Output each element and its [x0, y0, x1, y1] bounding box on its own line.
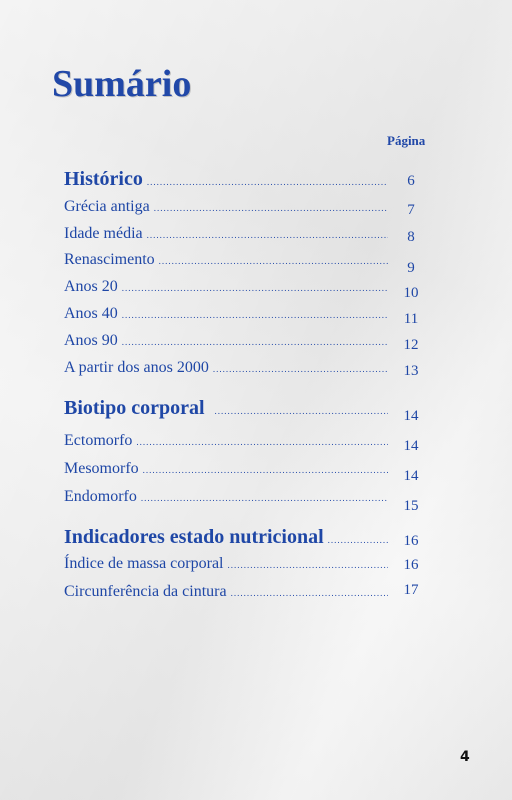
- dot-leader: [122, 283, 388, 293]
- toc-page-number: 6: [407, 173, 415, 189]
- toc-entry-label: Grécia antiga: [64, 198, 150, 215]
- toc-entry-label: Mesomorfo: [64, 460, 139, 477]
- toc-entry-label: Indicadores estado nutricional: [64, 526, 324, 548]
- toc-entry: [64, 555, 388, 573]
- toc-entry-label: A partir dos anos 2000: [64, 359, 209, 376]
- toc-entry-label: Circunferência da cintura: [64, 583, 227, 600]
- toc-page-number: 9: [407, 260, 415, 276]
- toc-page-number: 14: [403, 438, 419, 454]
- toc-section-indicadores: [64, 526, 388, 549]
- toc-page-number: 7: [407, 202, 415, 218]
- dot-leader: [227, 560, 388, 570]
- toc-entry: [64, 332, 388, 350]
- toc-entry: [64, 278, 388, 296]
- toc-entry: [64, 305, 388, 323]
- toc-entry: [64, 488, 388, 506]
- toc-page-number: 11: [403, 311, 419, 327]
- toc-entry-label: Renascimento: [64, 251, 155, 268]
- toc-entry: [64, 198, 388, 216]
- toc-page-number: 8: [407, 229, 415, 245]
- dot-leader: [143, 465, 388, 475]
- toc-entry-label: Anos 20: [64, 278, 118, 295]
- dot-leader: [147, 230, 388, 240]
- toc-entry-label: Anos 40: [64, 305, 118, 322]
- toc-page-number: 14: [403, 408, 419, 424]
- toc-entry-label: Índice de massa corporal: [64, 555, 224, 572]
- toc-entry: [64, 251, 388, 269]
- toc-page-number: 16: [403, 557, 419, 573]
- dot-leader: [141, 493, 388, 503]
- toc-page-number: 17: [403, 582, 419, 598]
- toc-page-number: 12: [403, 337, 419, 353]
- dot-leader: [122, 337, 388, 347]
- toc-entry: [64, 460, 388, 478]
- dot-leader: [213, 364, 388, 374]
- toc-entry-label: Endomorfo: [64, 488, 137, 505]
- dot-leader: [328, 535, 388, 545]
- toc-entry-label: Anos 90: [64, 332, 118, 349]
- toc-page-number: 10: [403, 285, 419, 301]
- page-column-header: Página: [387, 133, 426, 148]
- dot-leader: [231, 588, 388, 598]
- dot-leader: [154, 203, 388, 213]
- toc-entry: [64, 225, 388, 243]
- toc-entry-label: Idade média: [64, 225, 143, 242]
- toc-entry: [64, 432, 388, 450]
- dot-leader: [147, 177, 388, 187]
- toc-entry-label: Histórico: [64, 168, 143, 190]
- dot-leader: [215, 406, 388, 416]
- toc-page-number: 14: [403, 468, 419, 484]
- page-title: Sumário: [52, 63, 192, 105]
- toc-page-number: 15: [403, 498, 419, 514]
- dot-leader: [122, 310, 388, 320]
- toc-section-biotipo-corporal: [64, 397, 388, 420]
- toc-page-number: 13: [403, 363, 419, 379]
- toc-section-historico: [64, 168, 388, 191]
- toc-entry-label: Biotipo corporal: [64, 397, 205, 419]
- dot-leader: [159, 256, 388, 266]
- toc-entry: [64, 583, 388, 601]
- toc-entry: [64, 359, 388, 377]
- dot-leader: [136, 437, 388, 447]
- page-number: 4: [460, 749, 470, 765]
- toc-entry-label: Ectomorfo: [64, 432, 133, 449]
- toc-page-number: 16: [403, 533, 419, 549]
